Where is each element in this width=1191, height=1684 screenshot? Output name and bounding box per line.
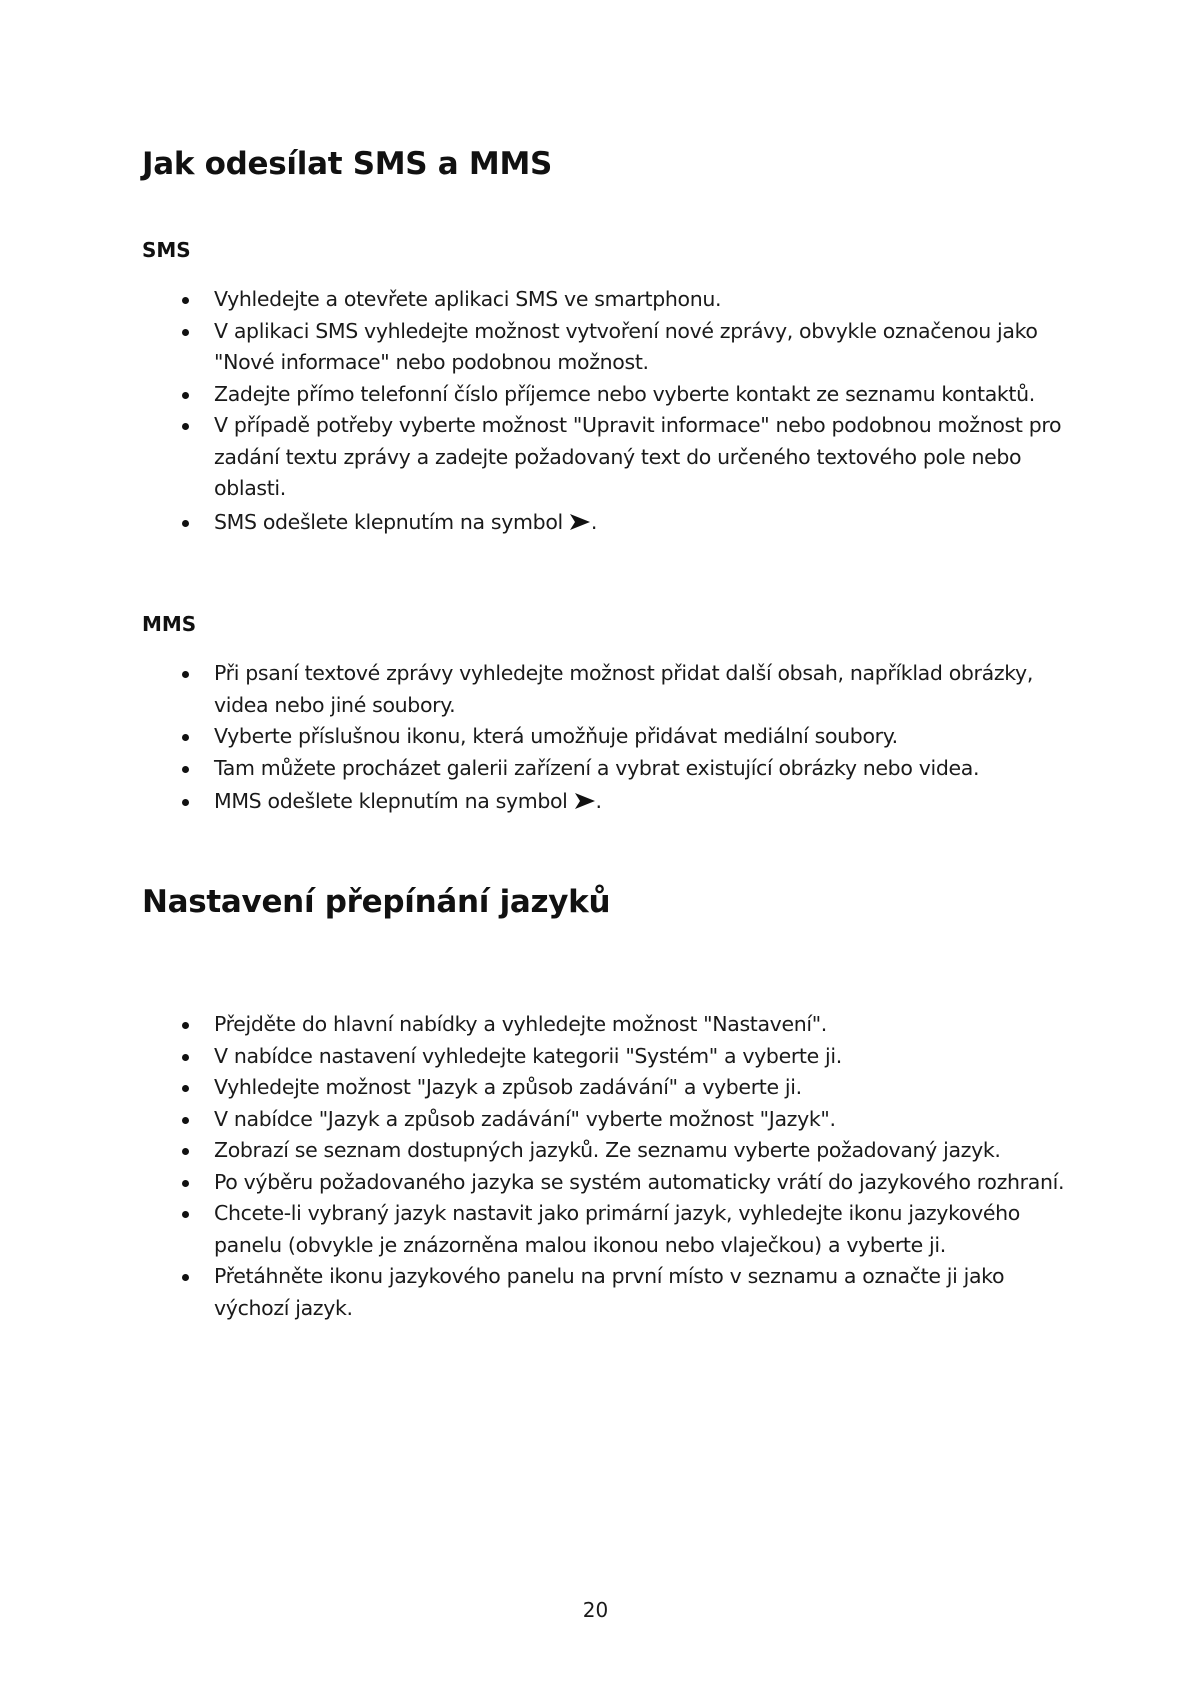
section-title-sms-mms: Jak odesílat SMS a MMS <box>142 146 553 182</box>
send-arrow-icon <box>569 513 591 531</box>
subheading-mms: MMS <box>142 612 197 636</box>
list-item-send-mms <box>142 786 1082 818</box>
page-number: 20 <box>582 1598 609 1622</box>
list-item: Při psaní textové zprávy vyhledejte možnost přidat další obsah, například obrázky, videa nebo jiné soubory. <box>142 658 1082 721</box>
list-item: V případě potřeby vyberte možnost "Upravit informace" nebo podobnou možnost pro zadání textu zprávy a zadejte požadovaný text do určeného textového pole nebo oblasti. <box>142 410 1082 505</box>
list-item: V nabídce "Jazyk a způsob zadávání" vyberte možnost "Jazyk". <box>142 1104 1082 1136</box>
list-item: Zobrazí se seznam dostupných jazyků. Ze seznamu vyberte požadovaný jazyk. <box>142 1135 1082 1167</box>
send-sms-suffix: . <box>590 509 598 534</box>
sms-steps-list <box>142 284 1082 538</box>
list-item: Přetáhněte ikonu jazykového panelu na první místo v seznamu a označte ji jako výchozí jazyk. <box>142 1261 1082 1324</box>
list-item: Chcete-li vybraný jazyk nastavit jako primární jazyk, vyhledejte ikonu jazykového panelu (obvykle je znázorněna malou ikonou nebo vlaječkou) a vyberte ji. <box>142 1198 1082 1261</box>
send-mms-suffix: . <box>595 789 602 813</box>
list-item: Vyhledejte a otevřete aplikaci SMS ve smartphonu. <box>142 284 1082 316</box>
section-title-language: Nastavení přepínání jazyků <box>142 884 611 920</box>
send-mms-text: MMS odešlete klepnutím na symbol <box>214 789 568 813</box>
language-steps-list <box>142 1009 1082 1324</box>
list-item: V nabídce nastavení vyhledejte kategorii "Systém" a vyberte ji. <box>142 1041 1082 1073</box>
list-item: Vyhledejte možnost "Jazyk a způsob zadávání" a vyberte ji. <box>142 1072 1082 1104</box>
list-item: V aplikaci SMS vyhledejte možnost vytvoření nové zprávy, obvykle označenou jako "Nové informace" nebo podobnou možnost. <box>142 316 1082 379</box>
send-sms-text: SMS odešlete klepnutím na symbol <box>214 509 563 534</box>
list-item: Přejděte do hlavní nabídky a vyhledejte možnost "Nastavení". <box>142 1009 1082 1041</box>
mms-steps-list <box>142 658 1082 818</box>
list-item: Vyberte příslušnou ikonu, která umožňuje přidávat mediální soubory. <box>142 721 1082 753</box>
subheading-sms: SMS <box>142 238 191 262</box>
list-item: Po výběru požadovaného jazyka se systém automaticky vrátí do jazykového rozhraní. <box>142 1167 1082 1199</box>
send-arrow-icon <box>574 792 596 810</box>
list-item-send-sms <box>142 507 1082 539</box>
list-item: Tam můžete procházet galerii zařízení a vybrat existující obrázky nebo videa. <box>142 753 1082 785</box>
list-item: Zadejte přímo telefonní číslo příjemce nebo vyberte kontakt ze seznamu kontaktů. <box>142 379 1082 411</box>
